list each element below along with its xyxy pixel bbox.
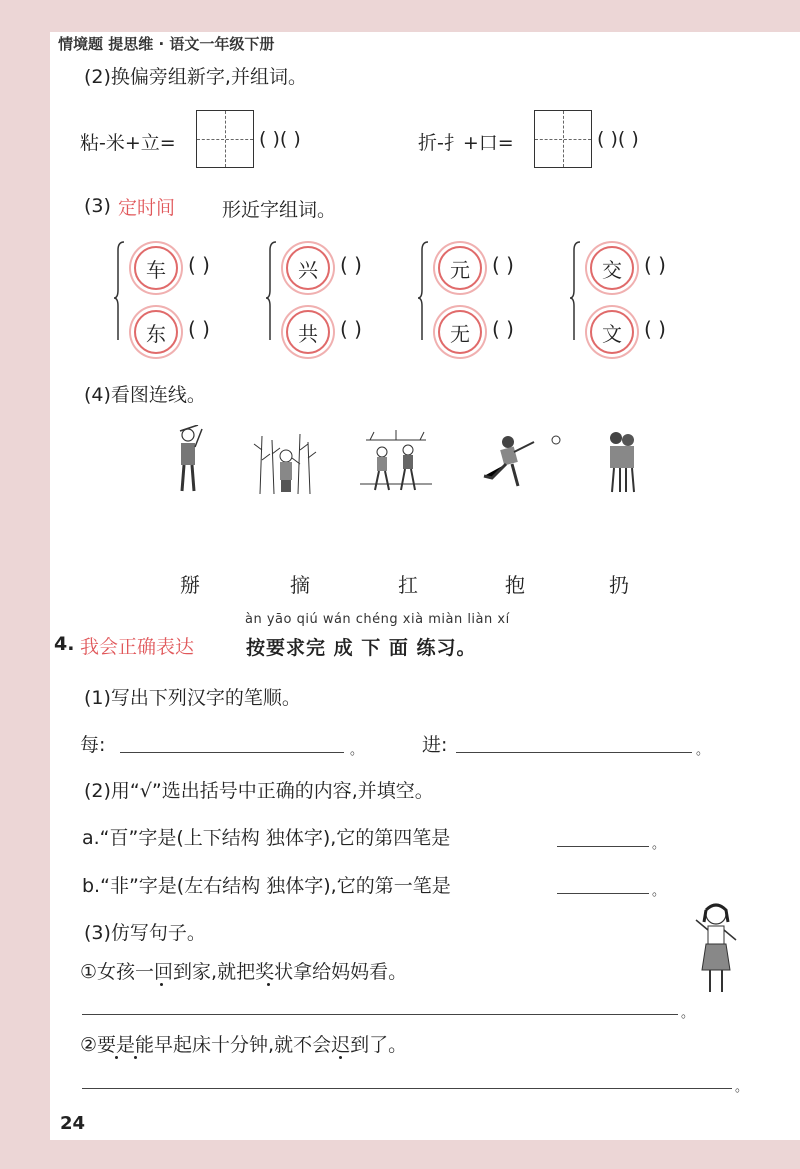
end-mark: 。	[681, 1006, 695, 1021]
group-brace	[266, 240, 276, 340]
circled-character: 东	[134, 310, 178, 354]
stroke-order-line-2[interactable]	[456, 752, 692, 753]
writing-line-1[interactable]	[82, 1014, 678, 1015]
word-blank-parens[interactable]: ( )	[644, 317, 666, 341]
end-mark: 。	[652, 884, 666, 899]
group-brace	[114, 240, 124, 340]
verb-word[interactable]: 掰	[180, 573, 200, 597]
circled-character: 兴	[286, 246, 330, 290]
q3-number: (3)	[84, 195, 111, 217]
group-brace	[570, 240, 580, 340]
two-children-picture	[360, 430, 432, 494]
page-header: 情境题 提思维 · 语文一年级下册	[58, 35, 275, 53]
circled-character: 元	[438, 246, 482, 290]
word-blank-parens[interactable]: ( )	[492, 317, 514, 341]
boy-throwing-ball-picture	[478, 432, 562, 490]
word-blank-parens[interactable]: ( )	[188, 253, 210, 277]
verb-word[interactable]: 扔	[609, 573, 629, 597]
q2-equation-1: 粘-米+立=	[80, 132, 176, 154]
end-mark: 。	[735, 1080, 749, 1095]
s1-label-jin: 进:	[422, 734, 448, 756]
man-carrying-hoe-picture	[168, 425, 208, 497]
q3-time-tag: 定时间	[118, 197, 176, 219]
section4-pinyin: àn yāo qiú wán chéng xià miàn liàn xí	[245, 612, 510, 627]
q2-answer-parens-2[interactable]: ( )( )	[597, 128, 639, 150]
s3-title: (3)仿写句子。	[84, 922, 206, 944]
word-blank-parens[interactable]: ( )	[188, 317, 210, 341]
q3-title: 形近字组词。	[222, 199, 337, 221]
end-mark: 。	[696, 743, 710, 758]
page-number: 24	[60, 1113, 86, 1134]
group-brace	[418, 240, 428, 340]
circled-character: 文	[590, 310, 634, 354]
verb-word[interactable]: 扛	[398, 573, 418, 597]
writing-box-1[interactable]	[196, 110, 254, 168]
writing-line-2[interactable]	[82, 1088, 732, 1089]
answer-line-a[interactable]	[557, 846, 649, 847]
page-border-top	[0, 0, 800, 32]
s2-item-b: b.“非”字是(左右结构 独体字),它的第一笔是	[82, 875, 451, 897]
writing-box-2[interactable]	[534, 110, 592, 168]
section4-title: 按要求完 成 下 面 练习。	[246, 637, 477, 659]
word-blank-parens[interactable]: ( )	[644, 253, 666, 277]
emphasis-dot	[267, 983, 270, 986]
s2-title: (2)用“√”选出括号中正确的内容,并填空。	[84, 780, 434, 802]
q2-title: (2)换偏旁组新字,并组词。	[84, 66, 307, 88]
page-border-left	[0, 0, 50, 1169]
emphasis-dot	[339, 1056, 342, 1059]
q2-equation-2: 折-扌+口=	[418, 132, 514, 154]
page-border-bottom	[0, 1140, 800, 1169]
emphasis-dot	[115, 1056, 118, 1059]
s2-item-a: a.“百”字是(上下结构 独体字),它的第四笔是	[82, 827, 451, 849]
s1-title: (1)写出下列汉字的笔顺。	[84, 687, 301, 709]
word-blank-parens[interactable]: ( )	[340, 317, 362, 341]
word-blank-parens[interactable]: ( )	[492, 253, 514, 277]
girl-illustration	[690, 900, 742, 996]
emphasis-dot	[134, 1056, 137, 1059]
circled-character: 无	[438, 310, 482, 354]
section4-tag: 我会正确表达	[80, 636, 195, 658]
end-mark: 。	[350, 743, 364, 758]
circled-character: 交	[590, 246, 634, 290]
s1-label-mei: 每:	[80, 734, 106, 756]
stroke-order-line-1[interactable]	[120, 752, 344, 753]
s3-sentence-2: ②要是能早起床十分钟,就不会迟到了。	[80, 1034, 408, 1056]
q4-title: (4)看图连线。	[84, 384, 206, 406]
answer-line-b[interactable]	[557, 893, 649, 894]
verb-word[interactable]: 抱	[505, 573, 525, 597]
picking-corn-picture	[252, 430, 318, 494]
hugging-children-picture	[602, 428, 642, 494]
verb-word[interactable]: 摘	[290, 573, 310, 597]
end-mark: 。	[652, 837, 666, 852]
emphasis-dot	[160, 983, 163, 986]
section4-number: 4.	[54, 633, 75, 655]
q2-answer-parens-1[interactable]: ( )( )	[259, 128, 301, 150]
word-blank-parens[interactable]: ( )	[340, 253, 362, 277]
circled-character: 共	[286, 310, 330, 354]
s3-sentence-1: ①女孩一回到家,就把奖状拿给妈妈看。	[80, 961, 408, 983]
circled-character: 车	[134, 246, 178, 290]
